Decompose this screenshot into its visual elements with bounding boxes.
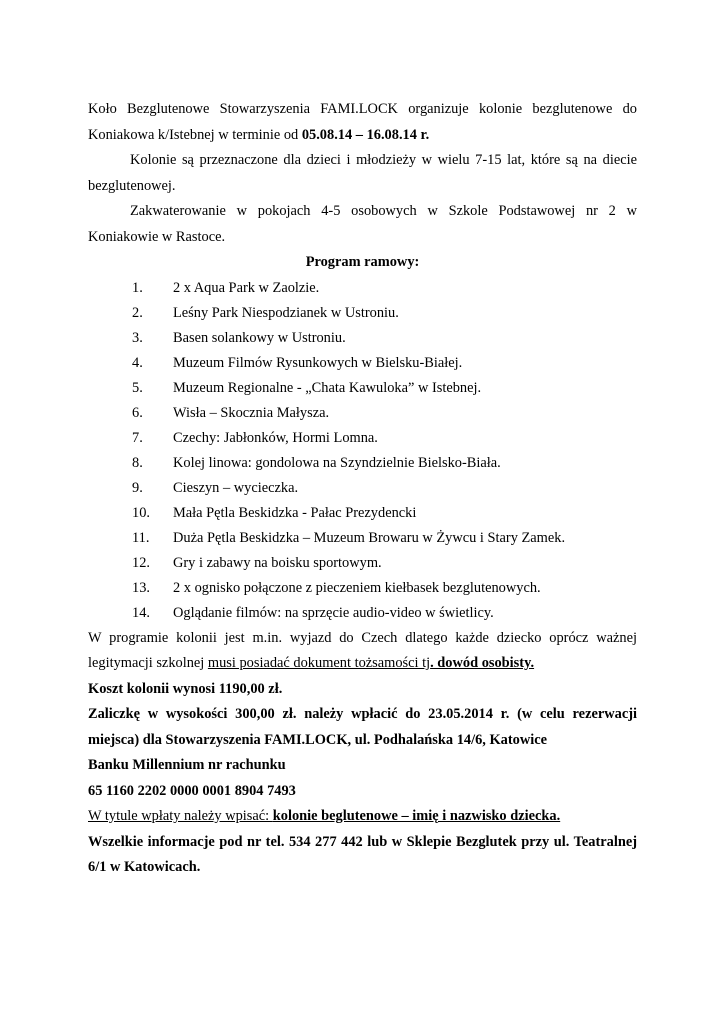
program-heading: Program ramowy: <box>305 254 420 270</box>
program-item <box>88 501 637 526</box>
program-item-text: Muzeum Regionalne - „Chata Kawuloka” w Istebnej. <box>173 379 482 396</box>
program-item <box>88 401 637 426</box>
program-item <box>88 551 637 576</box>
documents-paragraph <box>88 626 637 677</box>
transfer-title-label: W tytule wpłaty należy wpisać: <box>88 808 273 824</box>
intro-paragraph <box>88 97 637 148</box>
transfer-title-line <box>88 804 637 830</box>
program-item-text: Czechy: Jabłonków, Hormi Lomna. <box>173 429 378 446</box>
program-item-number: 13. <box>132 579 150 596</box>
program-item-text: Gry i zabawy na boisku sportowym. <box>173 554 382 571</box>
id-card: . dowód osobisty. <box>430 655 535 671</box>
program-item-number: 4. <box>132 354 143 371</box>
documents-text: W programie kolonii jest m.in. wyjazd do Czech dlatego każde dziecko oprócz ważnej legitymacji szkolnej <box>88 629 637 671</box>
program-item-number: 5. <box>132 379 143 396</box>
program-list <box>88 276 637 626</box>
deposit-paragraph: Zaliczkę w wysokości 300,00 zł. należy wpłacić do 23.05.2014 r. (w celu rezerwacji miejsca) dla Stowarzyszenia FAMI.LOCK, ul. Podhalańska 14/6, Katowice <box>88 706 637 748</box>
program-item-text: Mała Pętla Beskidzka - Pałac Prezydencki <box>173 504 417 521</box>
program-item <box>88 376 637 401</box>
program-item-number: 11. <box>132 529 150 546</box>
program-item-text: Duża Pętla Beskidzka – Muzeum Browaru w Żywcu i Stary Zamek. <box>173 529 566 546</box>
program-item-text: Wisła – Skocznia Małysza. <box>173 404 330 421</box>
bank-name: Banku Millennium nr rachunku <box>88 757 286 773</box>
program-item-number: 12. <box>132 554 150 571</box>
program-item-text: Basen solankowy w Ustroniu. <box>173 329 346 346</box>
program-item-number: 9. <box>132 479 143 496</box>
program-item-text: 2 x Aqua Park w Zaolzie. <box>173 279 320 296</box>
bank-account: 65 1160 2202 0000 0001 8904 7493 <box>88 782 296 799</box>
program-item <box>88 276 637 301</box>
intro-text: Koło Bezglutenowe Stowarzyszenia FAMI.LOCK organizuje kolonie bezglutenowe do Koniakowa k/Istebnej w terminie od <box>88 101 637 143</box>
program-item <box>88 301 637 326</box>
program-item <box>88 601 637 626</box>
program-item-number: 2. <box>132 304 143 321</box>
program-item-text: Muzeum Filmów Rysunkowych w Bielsku-Białej. <box>173 354 463 371</box>
camp-dates: 05.08.14 – 16.08.14 r. <box>301 126 430 143</box>
program-item-number: 8. <box>132 454 143 471</box>
program-item <box>88 326 637 351</box>
cost-line: Koszt kolonii wynosi 1190,00 zł. <box>88 680 283 697</box>
program-item <box>88 476 637 501</box>
program-item-text: Oglądanie filmów: na sprzęcie audio-video w świetlicy. <box>173 604 494 621</box>
program-item-text: 2 x ognisko połączone z pieczeniem kiełbasek bezglutenowych. <box>173 579 541 596</box>
program-item-number: 14. <box>132 604 150 621</box>
program-item-number: 3. <box>132 329 143 346</box>
transfer-title-value: kolonie beglutenowe – imię i nazwisko dziecka. <box>272 808 561 824</box>
age-paragraph: Kolonie są przeznaczone dla dzieci i młodzieży w wielu 7-15 lat, które są na diecie bezglutenowej. <box>88 152 637 194</box>
program-item <box>88 576 637 601</box>
program-item-number: 10. <box>132 504 150 521</box>
program-item <box>88 526 637 551</box>
program-item-number: 1. <box>132 279 143 296</box>
accommodation-paragraph: Zakwaterowanie w pokojach 4-5 osobowych w Szkole Podstawowej nr 2 w Koniakowie w Rastoce. <box>88 203 637 245</box>
program-item-text: Cieszyn – wycieczka. <box>173 479 299 496</box>
program-item <box>88 351 637 376</box>
program-item-number: 7. <box>132 429 143 446</box>
documents-required: musi posiadać dokument tożsamości tj <box>207 655 431 671</box>
program-item <box>88 426 637 451</box>
program-item-text: Kolej linowa: gondolowa na Szyndzielnie Bielsko-Biała. <box>173 454 501 471</box>
program-item-number: 6. <box>132 404 143 421</box>
program-item-text: Leśny Park Niespodzianek w Ustroniu. <box>173 304 399 321</box>
program-item <box>88 451 637 476</box>
contact-info: Wszelkie informacje pod nr tel. 534 277 442 lub w Sklepie Bezglutek przy ul. Teatralnej 6/1 w Katowicach. <box>88 833 637 875</box>
